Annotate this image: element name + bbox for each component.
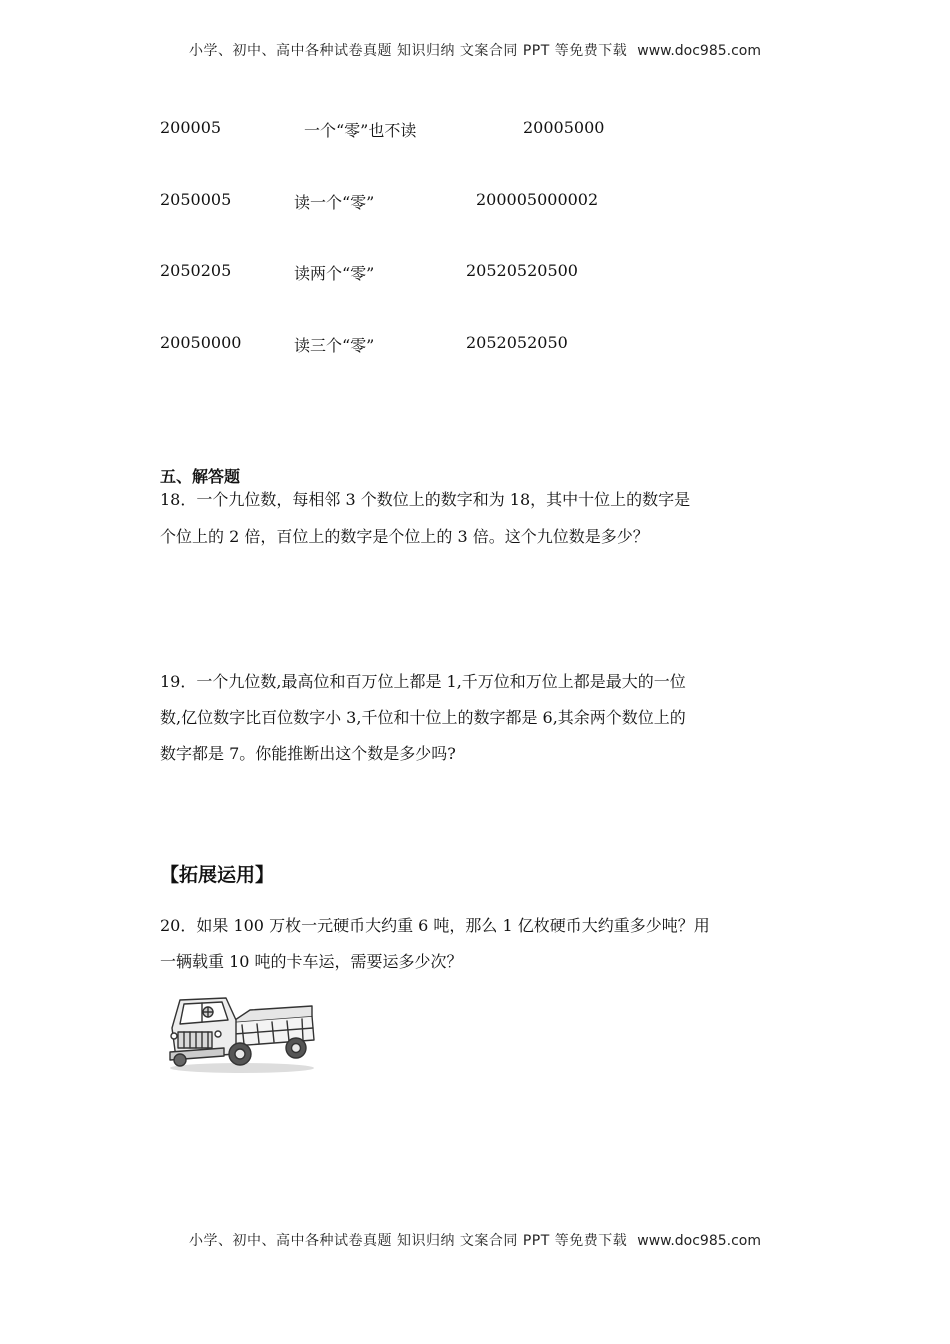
extension-title: 【拓展运用】 — [160, 864, 275, 886]
section-title: 五、解答题 — [160, 467, 241, 486]
page-header — [0, 40, 950, 60]
matching-reading-rule: 读两个“零” — [294, 264, 375, 283]
matching-number-left: 200005 — [160, 118, 222, 137]
matching-row — [0, 190, 950, 214]
matching-number-left: 2050205 — [160, 261, 232, 280]
header-url[interactable]: www.doc985.com — [637, 43, 761, 59]
matching-number-right: 20005000 — [523, 118, 605, 137]
matching-reading-rule: 读三个“零” — [294, 336, 375, 355]
matching-number-right: 20520520500 — [466, 261, 578, 280]
question-19 — [160, 667, 792, 769]
question-line: 19．一个九位数,最高位和百万位上都是 1,千万位和万位上都是最大的一位 — [160, 672, 686, 691]
footer-text: 小学、初中、高中各种试卷真题 知识归纳 文案合同 PPT 等免费下载 — [189, 1233, 628, 1249]
matching-row — [0, 118, 950, 142]
question-18 — [160, 485, 792, 552]
question-line: 数字都是 7。你能推断出这个数是多少吗? — [160, 744, 456, 763]
matching-number-left: 20050000 — [160, 333, 242, 352]
matching-number-right: 2052052050 — [466, 333, 568, 352]
question-line: 一辆载重 10 吨的卡车运，需要运多少次？ — [160, 952, 463, 971]
matching-row — [0, 261, 950, 285]
matching-reading-rule: 读一个“零” — [294, 193, 375, 212]
footer-url[interactable]: www.doc985.com — [637, 1233, 761, 1249]
matching-row — [0, 333, 950, 357]
matching-number-left: 2050005 — [160, 190, 232, 209]
matching-reading-rule: 一个“零”也不读 — [304, 121, 417, 140]
question-line: 个位上的 2 倍，百位上的数字是个位上的 3 倍。这个九位数是多少？ — [160, 527, 649, 546]
truck-illustration — [162, 992, 318, 1076]
question-line: 数,亿位数字比百位数字小 3,千位和十位上的数字都是 6,其余两个数位上的 — [160, 708, 686, 727]
question-20 — [160, 911, 792, 977]
matching-number-right: 200005000002 — [476, 190, 599, 209]
question-line: 18．一个九位数，每相邻 3 个数位上的数字和为 18，其中十位上的数字是 — [160, 490, 691, 509]
header-text: 小学、初中、高中各种试卷真题 知识归纳 文案合同 PPT 等免费下载 — [189, 43, 628, 59]
question-line: 20．如果 100 万枚一元硬币大约重 6 吨，那么 1 亿枚硬币大约重多少吨？用 — [160, 916, 710, 935]
page-footer — [0, 1230, 950, 1250]
